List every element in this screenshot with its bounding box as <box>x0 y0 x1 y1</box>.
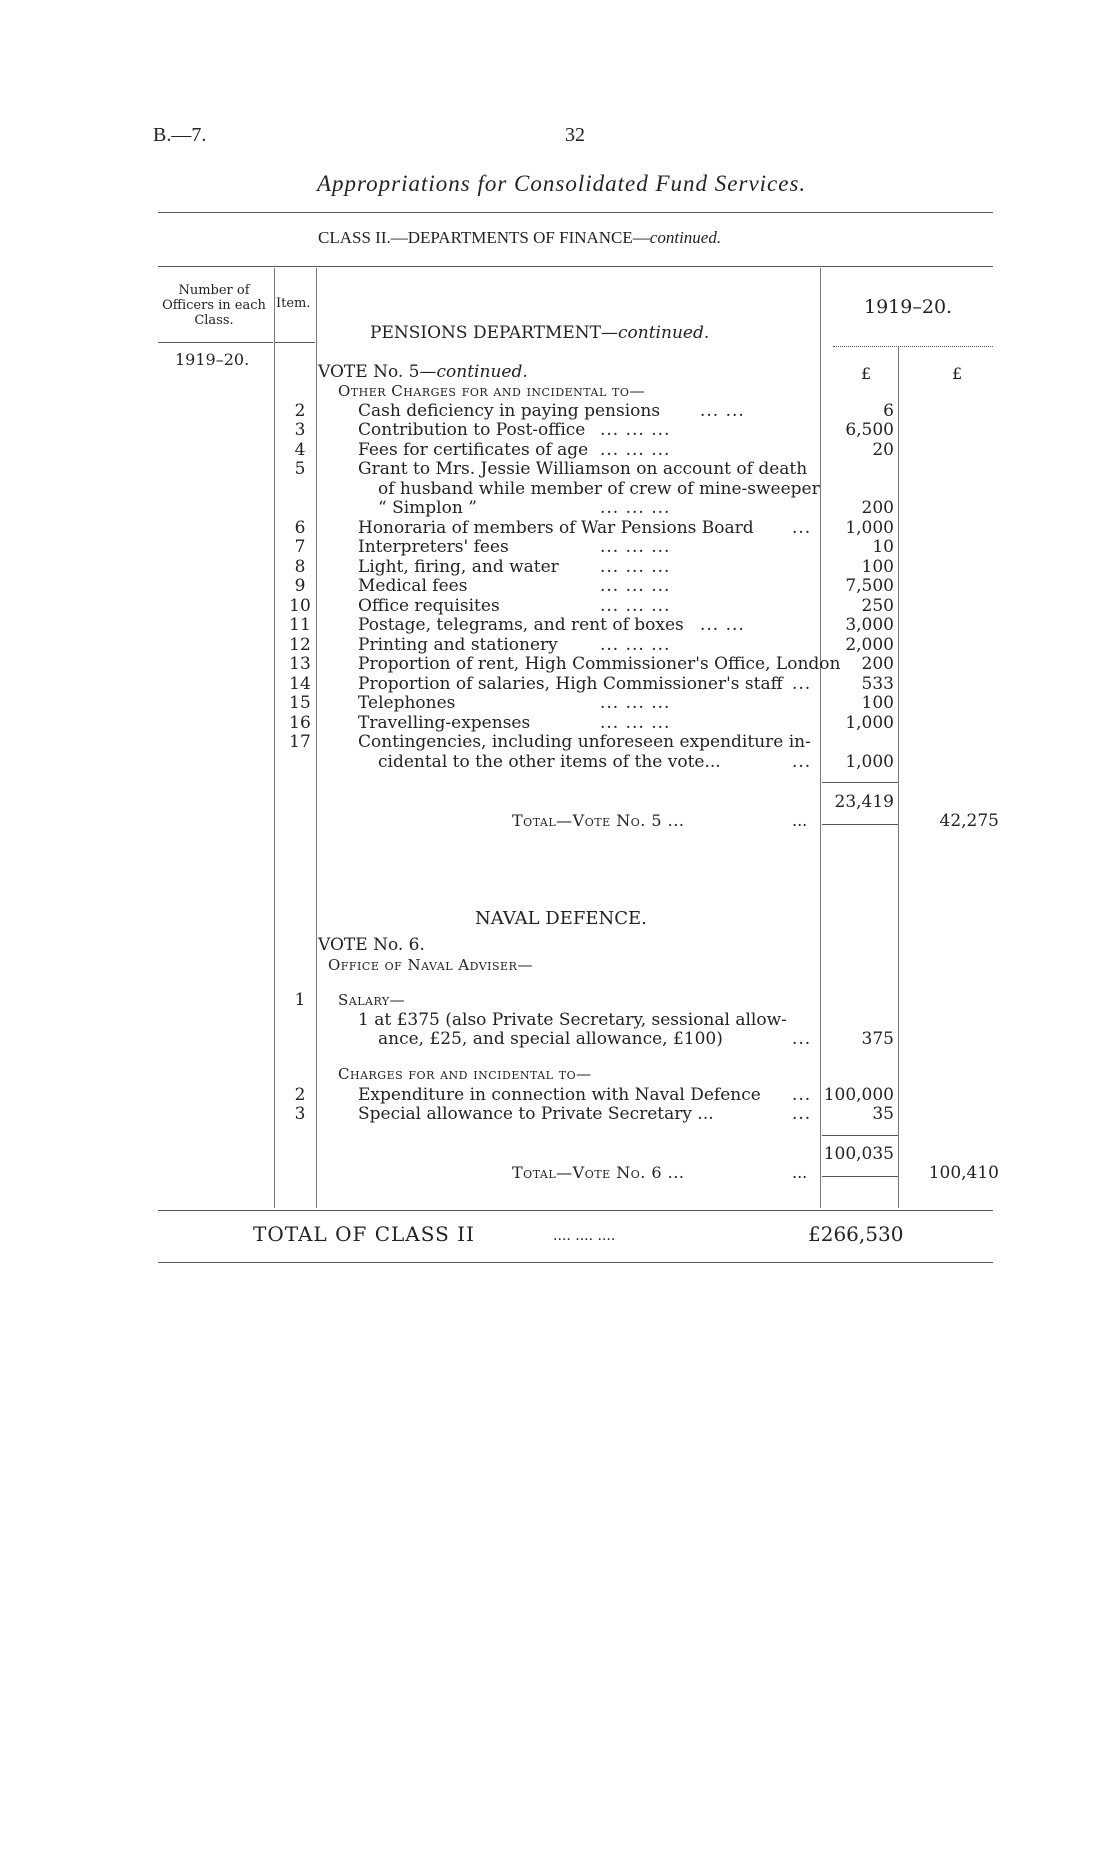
item-amount: 250 <box>861 596 894 616</box>
list-item <box>0 459 1114 479</box>
item-amount: 1,000 <box>845 518 894 538</box>
list-item <box>0 732 1114 752</box>
pound-sign-column-1: £ <box>861 364 872 383</box>
vote-6-label: VOTE No. 6. <box>318 935 425 955</box>
salary-description-continued: ance, £25, and special allowance, £100) <box>378 1029 723 1049</box>
item-amount: 100 <box>861 557 894 577</box>
item-description: Interpreters' fees <box>358 537 509 557</box>
item-description: Medical fees <box>358 576 468 596</box>
pensions-heading-text: PENSIONS DEPARTMENT— <box>370 323 619 343</box>
item-number: 14 <box>289 674 311 694</box>
list-item <box>0 1104 1114 1124</box>
list-item-continuation <box>0 752 1114 772</box>
leader-dots: ... ... <box>700 401 745 421</box>
item-amount: 100 <box>861 693 894 713</box>
page-number: 32 <box>565 124 585 146</box>
item-amount: 2,000 <box>845 635 894 655</box>
list-item <box>0 576 1114 596</box>
naval-defence-heading: NAVAL DEFENCE. <box>475 908 647 929</box>
vote-5-label-text: VOTE No. 5— <box>318 362 437 382</box>
class-heading-text: CLASS II.—DEPARTMENTS OF FINANCE— <box>318 228 650 247</box>
pensions-heading-continued: continued. <box>618 323 710 343</box>
item-description: Proportion of rent, High Commissioner's Office, London <box>358 654 841 674</box>
other-charges-heading: Other Charges for and incidental to— <box>338 382 645 400</box>
leader-dots: ... <box>792 1104 812 1124</box>
leader-dots: ... ... ... <box>600 440 671 460</box>
salary-amount: 375 <box>861 1029 894 1049</box>
item-number: 2 <box>294 1085 306 1105</box>
list-item <box>0 990 1114 1010</box>
item-amount: 20 <box>872 440 894 460</box>
list-item <box>0 557 1114 577</box>
vote-6-subtotal: 100,035 <box>823 1144 894 1164</box>
list-item-continuation <box>0 479 1114 499</box>
leader-dots: ... ... ... <box>600 576 671 596</box>
item-description-continued: “ Simplon ” <box>378 498 477 518</box>
leader-dots: ... ... ... <box>600 693 671 713</box>
item-header-rule <box>275 342 315 343</box>
officers-header-rule <box>158 342 273 343</box>
item-number: 17 <box>289 732 311 752</box>
item-number: 12 <box>289 635 311 655</box>
leader-dots: ... ... ... <box>600 537 671 557</box>
leader-dots: ... ... ... <box>600 498 671 518</box>
officers-year: 1919–20. <box>175 350 250 369</box>
class-total-rule <box>158 1262 993 1263</box>
item-description-continued: of husband while member of crew of mine-sweeper <box>378 479 820 499</box>
list-item-continuation <box>0 498 1114 518</box>
item-amount: 35 <box>872 1104 894 1124</box>
vote-6-total-rule <box>822 1176 898 1177</box>
year-header-rule <box>833 346 993 347</box>
list-item <box>0 401 1114 421</box>
item-description: Printing and stationery <box>358 635 558 655</box>
list-item <box>0 518 1114 538</box>
list-item <box>0 420 1114 440</box>
table-top-rule <box>158 266 993 267</box>
leader-dots: ... <box>792 674 812 694</box>
class-heading-continued: continued. <box>649 228 722 247</box>
item-number: 8 <box>294 557 306 577</box>
item-number: 16 <box>289 713 311 733</box>
vote-5-continued: continued. <box>436 362 528 382</box>
leader-dots: ... ... ... <box>600 713 671 733</box>
item-description: Light, firing, and water <box>358 557 559 577</box>
item-description: Fees for certificates of age <box>358 440 589 460</box>
item-amount: 10 <box>872 537 894 557</box>
item-number: 7 <box>294 537 306 557</box>
item-number: 4 <box>294 440 306 460</box>
list-item <box>0 440 1114 460</box>
item-number: 9 <box>294 576 306 596</box>
list-item <box>0 713 1114 733</box>
list-item <box>0 596 1114 616</box>
item-number: 3 <box>294 1104 306 1124</box>
item-number: 6 <box>294 518 306 538</box>
item-description: Cash deficiency in paying pensions <box>358 401 661 421</box>
item-number: 11 <box>289 615 311 635</box>
salary-heading: Salary— <box>338 991 406 1009</box>
vote-5-total-rule <box>822 824 898 825</box>
item-amount: 6 <box>883 401 894 421</box>
item-amount: 1,000 <box>845 752 894 772</box>
leader-dots: ... ... ... <box>600 420 671 440</box>
item-description: Office requisites <box>358 596 500 616</box>
page-title: Appropriations for Consolidated Fund Services. <box>317 171 807 196</box>
item-description: Special allowance to Private Secretary ... <box>358 1104 714 1124</box>
list-item-continuation <box>0 1029 1114 1049</box>
list-item <box>0 693 1114 713</box>
item-description: Expenditure in connection with Naval Defence <box>358 1085 761 1105</box>
item-amount: 533 <box>861 674 894 694</box>
item-amount: 1,000 <box>845 713 894 733</box>
vote-5-label <box>318 362 528 382</box>
list-item <box>0 654 1114 674</box>
item-column-header: Item. <box>276 296 311 311</box>
item-number: 10 <box>289 596 311 616</box>
item-amount: 200 <box>861 498 894 518</box>
item-description: Grant to Mrs. Jessie Williamson on account of death <box>358 459 808 479</box>
class-heading <box>318 228 721 248</box>
leader-dots: .... .... .... <box>553 1228 616 1244</box>
item-description: Proportion of salaries, High Commissioner's staff <box>358 674 783 694</box>
list-item-continuation <box>0 1010 1114 1030</box>
item-description: Telephones <box>358 693 456 713</box>
item-amount: 100,000 <box>823 1085 894 1105</box>
leader-dots: ... <box>792 1029 812 1049</box>
item-description: Postage, telegrams, and rent of boxes <box>358 615 684 635</box>
item-number: 2 <box>294 401 306 421</box>
class-total-label: TOTAL OF CLASS II <box>253 1222 475 1246</box>
table-bottom-rule <box>158 1210 993 1211</box>
pound-sign-column-2: £ <box>952 364 963 383</box>
list-item <box>0 537 1114 557</box>
item-number: 3 <box>294 420 306 440</box>
pensions-heading <box>370 323 709 343</box>
item-amount: 6,500 <box>845 420 894 440</box>
naval-office-heading: Office of Naval Adviser— <box>328 956 533 974</box>
list-item <box>0 674 1114 694</box>
year-column-header: 1919–20. <box>864 296 953 318</box>
vote-5-total: 42,275 <box>939 811 999 831</box>
item-number: 5 <box>294 459 306 479</box>
vote-6-total: 100,410 <box>928 1163 999 1183</box>
item-amount: 200 <box>861 654 894 674</box>
item-description: Travelling-expenses <box>358 713 531 733</box>
vote-5-subtotal-rule <box>822 782 898 783</box>
class-total-amount: £266,530 <box>808 1222 904 1246</box>
leader-dots: ... ... ... <box>600 635 671 655</box>
leader-dots: ... ... ... <box>600 557 671 577</box>
leader-dots: ... <box>792 1085 812 1105</box>
item-amount: 3,000 <box>845 615 894 635</box>
list-item <box>0 635 1114 655</box>
header-rule <box>158 212 993 213</box>
item-amount: 7,500 <box>845 576 894 596</box>
leader-dots: ... ... <box>700 615 745 635</box>
leader-dots: ... ... ... <box>600 596 671 616</box>
officers-column-header: Number of Officers in each Class. <box>162 283 266 328</box>
vote-5-total-label: Total—Vote No. 5 ... <box>512 811 685 830</box>
item-number: 13 <box>289 654 311 674</box>
item-description: Contribution to Post-office <box>358 420 586 440</box>
leader-dots: ... <box>792 752 812 772</box>
item-number: 15 <box>289 693 311 713</box>
naval-charges-heading: Charges for and incidental to— <box>338 1065 592 1083</box>
item-description: Contingencies, including unforeseen expenditure in- <box>358 732 811 752</box>
item-description: Honoraria of members of War Pensions Board <box>358 518 754 538</box>
item-number: 1 <box>294 990 306 1010</box>
list-item <box>0 615 1114 635</box>
vote-6-total-label: Total—Vote No. 6 ... <box>512 1163 685 1182</box>
vote-5-subtotal: 23,419 <box>834 792 894 812</box>
leader-dots: ... <box>792 1163 808 1182</box>
vote-6-subtotal-rule <box>822 1135 898 1136</box>
document-code: B.—7. <box>153 124 207 146</box>
leader-dots: ... <box>792 811 808 830</box>
salary-description: 1 at £375 (also Private Secretary, sessional allow- <box>358 1010 787 1030</box>
item-description-continued: cidental to the other items of the vote... <box>378 752 721 772</box>
leader-dots: ... <box>792 518 812 538</box>
list-item <box>0 1085 1114 1105</box>
